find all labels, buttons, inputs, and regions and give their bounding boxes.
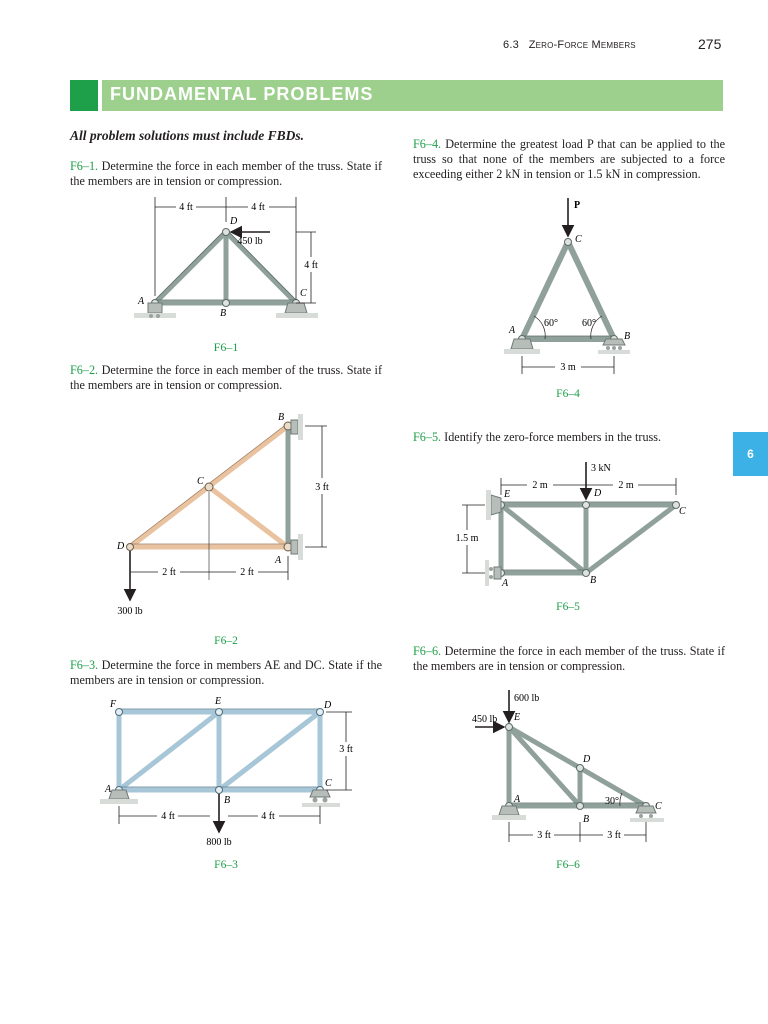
svg-text:A: A bbox=[138, 296, 145, 307]
dimension-label: 3 ft bbox=[315, 482, 329, 493]
figure-caption: F6–4 bbox=[556, 388, 580, 400]
problem-text: Determine the force in each member of the truss. State if the members are in tension or compression. bbox=[413, 644, 726, 673]
dimension-label: 4 ft bbox=[251, 202, 265, 213]
svg-text:C: C bbox=[575, 234, 582, 245]
dimension-label: 3 ft bbox=[339, 744, 353, 755]
svg-text:D: D bbox=[583, 754, 591, 765]
svg-text:F: F bbox=[110, 699, 117, 710]
svg-text:E: E bbox=[215, 696, 222, 707]
dimension-label: 1.5 m bbox=[455, 533, 479, 544]
truss-joints bbox=[519, 239, 618, 343]
dimension-label: 4 ft bbox=[304, 260, 318, 271]
figure-caption: F6–3 bbox=[214, 859, 238, 871]
dimension-label: 2 m bbox=[532, 480, 548, 491]
figure-f6-3 bbox=[100, 696, 353, 871]
problem-number: F6–5. bbox=[413, 430, 442, 444]
figure-caption: F6–1 bbox=[213, 340, 239, 354]
problem-number: F6–3. bbox=[70, 658, 99, 672]
problem-number: F6–6. bbox=[413, 644, 442, 658]
truss-members bbox=[522, 242, 614, 339]
figure-f6-6 bbox=[472, 690, 664, 871]
figure-f6-1 bbox=[134, 197, 318, 354]
figure-caption: F6–5 bbox=[556, 601, 580, 613]
page-number: 275 bbox=[698, 36, 722, 52]
figure-f6-2 bbox=[116, 412, 329, 647]
node-labels bbox=[116, 412, 284, 566]
svg-text:B: B bbox=[590, 575, 597, 586]
dimension-label: 4 ft bbox=[161, 811, 175, 822]
load-label: 800 lb bbox=[206, 837, 232, 848]
load-label: 300 lb bbox=[117, 606, 143, 617]
svg-text:C: C bbox=[300, 288, 307, 299]
dimension-label: 3 ft bbox=[537, 830, 551, 841]
load-label: 600 lb bbox=[514, 693, 540, 704]
load-label: 3 kN bbox=[591, 463, 611, 474]
intro-note: All problem solutions must include FBDs. bbox=[70, 128, 305, 143]
svg-text:A: A bbox=[275, 555, 282, 566]
truss-members bbox=[119, 712, 320, 790]
truss-members bbox=[501, 505, 676, 573]
svg-text:B: B bbox=[278, 412, 285, 423]
svg-text:A: A bbox=[509, 325, 516, 336]
figure-caption: F6–6 bbox=[556, 859, 580, 871]
dimension-label: 3 ft bbox=[607, 830, 621, 841]
dimension-label: 2 ft bbox=[162, 567, 176, 578]
section-title: Zero-Force Members bbox=[528, 39, 636, 51]
svg-text:D: D bbox=[324, 700, 332, 711]
truss-members bbox=[155, 232, 296, 303]
svg-text:A: A bbox=[105, 784, 112, 795]
svg-text:B: B bbox=[624, 331, 631, 342]
figure-caption: F6–2 bbox=[214, 635, 238, 647]
banner-title: FUNDAMENTAL PROBLEMS bbox=[110, 84, 374, 104]
problem-number: F6–2. bbox=[70, 363, 99, 377]
problem-text: Determine the force in each member of the truss. State if the members are in tension or compression. bbox=[70, 159, 383, 188]
svg-text:B: B bbox=[220, 308, 227, 319]
angle-label: 60° bbox=[582, 318, 596, 329]
svg-text:C: C bbox=[655, 801, 662, 812]
dimension-label: 4 ft bbox=[261, 811, 275, 822]
wall-support-icon bbox=[291, 414, 303, 560]
dimension-label: 2 m bbox=[618, 480, 634, 491]
load-label: 450 lb bbox=[237, 236, 263, 247]
svg-text:C: C bbox=[679, 506, 686, 517]
svg-text:E: E bbox=[514, 712, 521, 723]
svg-text:A: A bbox=[514, 794, 521, 805]
dimension-label: 3 m bbox=[560, 362, 576, 373]
problem-number: F6–4. bbox=[413, 137, 442, 151]
chapter-tab: 6 bbox=[733, 432, 768, 476]
svg-text:B: B bbox=[583, 814, 590, 825]
figure-f6-5 bbox=[456, 462, 686, 613]
svg-text:C: C bbox=[325, 778, 332, 789]
dimension-label: 4 ft bbox=[179, 202, 193, 213]
angle-label: 30° bbox=[605, 796, 619, 807]
angle-label: 60° bbox=[544, 318, 558, 329]
svg-text:D: D bbox=[230, 216, 238, 227]
problem-text: Determine the greatest load P that can be applied to the truss so that none of the members are subjected to a force exceeding either 2 kN in tension or 1.5 kN in compression. bbox=[413, 137, 726, 181]
svg-text:A: A bbox=[502, 578, 509, 589]
section-number: 6.3 bbox=[503, 39, 519, 51]
problem-number: F6–1. bbox=[70, 159, 99, 173]
dimension-label: 2 ft bbox=[240, 567, 254, 578]
problem-text: Determine the force in members AE and DC. State if the members are in tension or compression. bbox=[70, 658, 383, 687]
svg-text:B: B bbox=[224, 795, 231, 806]
svg-text:C: C bbox=[197, 476, 204, 487]
figure-f6-4 bbox=[504, 198, 630, 400]
problem-text: Identify the zero-force members in the truss. bbox=[444, 430, 662, 444]
svg-text:E: E bbox=[504, 489, 511, 500]
load-label: 450 lb bbox=[472, 714, 498, 725]
svg-text:D: D bbox=[594, 488, 602, 499]
problem-text: Determine the force in each member of the truss. State if the members are in tension or compression. bbox=[70, 363, 383, 392]
svg-text:D: D bbox=[117, 541, 125, 552]
load-label: P bbox=[574, 200, 581, 211]
roller-support-icon bbox=[302, 790, 340, 807]
